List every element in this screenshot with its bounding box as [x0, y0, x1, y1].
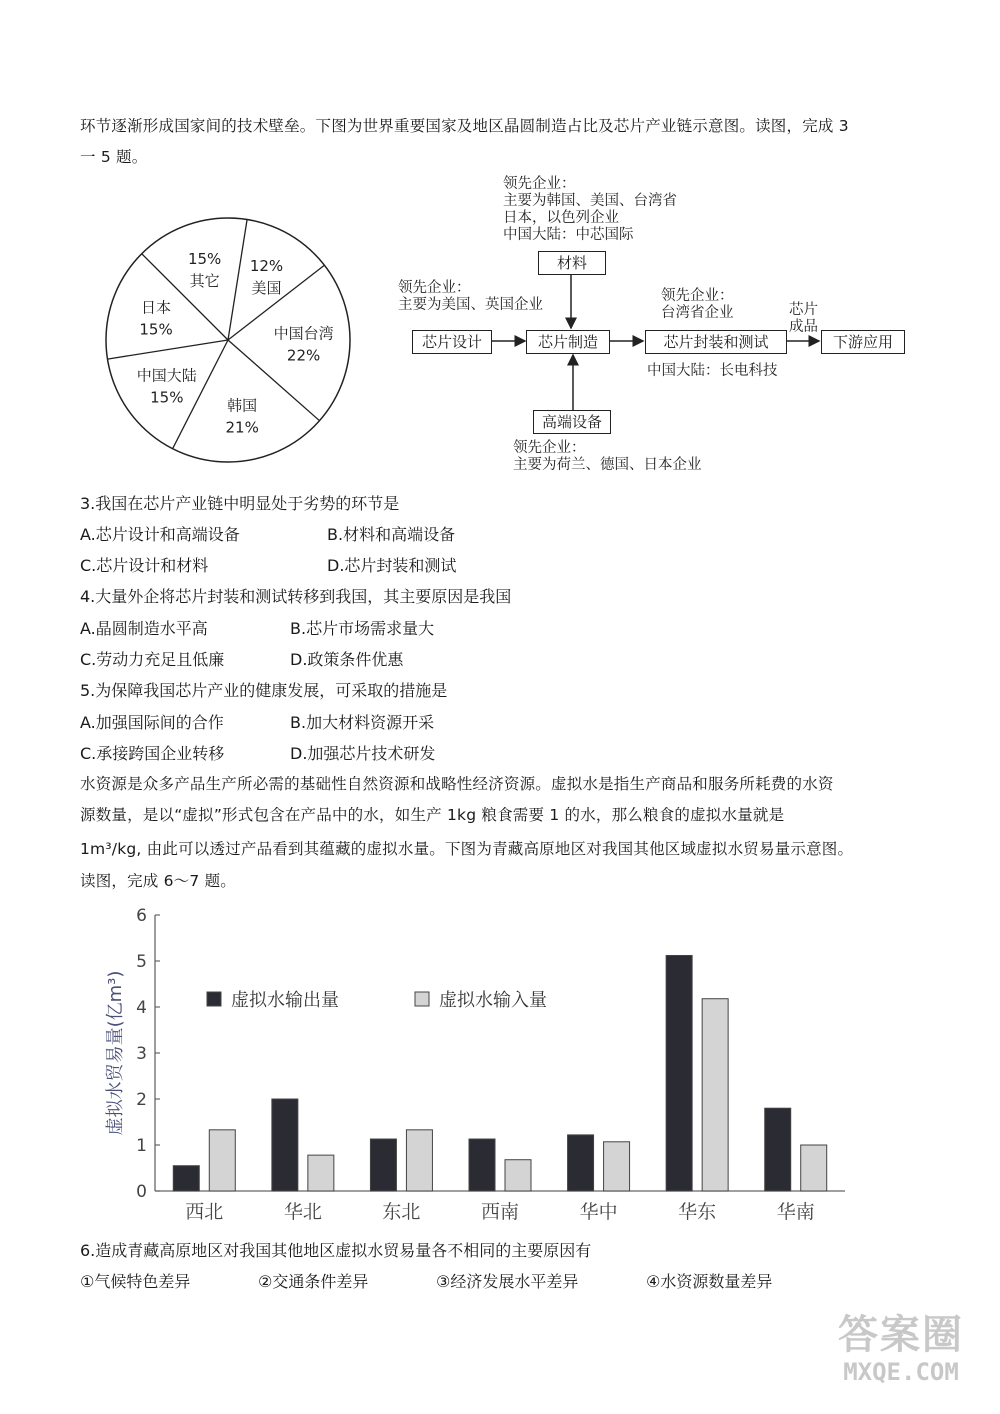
y-tick-label: 3 [136, 1044, 147, 1064]
q4-stem: 4.大量外企将芯片封装和测试转移到我国，其主要原因是我国 [80, 587, 512, 606]
bar-import [604, 1142, 630, 1191]
q3-option-a[interactable]: A.芯片设计和高端设备 [80, 525, 240, 544]
industry-chain-diagram [395, 168, 915, 488]
downstream-box: 下游应用 [821, 330, 905, 354]
product-label-line: 芯片 [789, 302, 818, 318]
x-tick-label: 华南 [776, 1201, 815, 1223]
product-label [789, 302, 818, 336]
manufacture-box: 芯片制造 [526, 330, 610, 354]
bar-export [173, 1166, 199, 1191]
packaging-note-line: 台湾省企业 [661, 305, 734, 321]
materials-note [503, 176, 677, 244]
q3-option-c[interactable]: C.芯片设计和材料 [80, 556, 209, 575]
pie-slice-percent: 22% [286, 346, 321, 365]
pie-slice-percent: 15% [150, 388, 184, 407]
bar-import [505, 1160, 531, 1191]
packaging-note-2: 中国大陆：长电科技 [647, 363, 778, 379]
watermark-logo [826, 1312, 976, 1392]
equipment-note-line: 领先企业： [513, 440, 586, 456]
bar-import [308, 1155, 334, 1191]
legend-label: 虚拟水输入量 [439, 990, 547, 1011]
q6-option-1[interactable]: ①气候特色差异 [80, 1272, 191, 1291]
equipment-box: 高端设备 [533, 410, 611, 434]
bar-export [666, 955, 692, 1191]
q5-stem: 5.为保障我国芯片产业的健康发展，可采取的措施是 [80, 681, 448, 700]
q5-option-d[interactable]: D.加强芯片技术研发 [290, 744, 436, 763]
pie-chart [98, 200, 358, 480]
q6-option-2[interactable]: ②交通条件差异 [258, 1272, 369, 1291]
q6-option-4[interactable]: ④水资源数量差异 [646, 1272, 773, 1291]
intro-line-2: 一 5 题。 [80, 148, 148, 166]
pie-slice-percent: 15% [187, 250, 222, 269]
bar-export [568, 1135, 594, 1191]
design-note-line: 主要为美国、英国企业 [398, 297, 543, 313]
pie-slice-name: 中国大陆 [136, 366, 197, 385]
legend-swatch [207, 992, 221, 1006]
materials-box: 材料 [538, 251, 606, 275]
pie-chart-svg [98, 200, 358, 480]
y-tick-label: 5 [136, 952, 147, 972]
packaging-box: 芯片封装和测试 [645, 330, 787, 354]
design-note [398, 280, 543, 314]
pie-slice-percent: 21% [225, 418, 259, 437]
q5-option-b[interactable]: B.加大材料资源开采 [290, 713, 435, 732]
bar-import [801, 1145, 827, 1191]
materials-note-line: 中国大陆：中芯国际 [503, 227, 634, 243]
materials-note-line: 日本，以色列企业 [503, 210, 619, 226]
x-tick-label: 华中 [579, 1201, 618, 1223]
q4-option-c[interactable]: C.劳动力充足且低廉 [80, 650, 225, 669]
packaging-note-line: 领先企业： [661, 288, 734, 304]
design-box: 芯片设计 [412, 330, 492, 354]
x-tick-label: 华东 [678, 1201, 717, 1223]
design-note-line: 领先企业： [398, 280, 471, 296]
y-tick-label: 2 [136, 1090, 147, 1110]
water-line-4: 读图，完成 6～7 题。 [80, 872, 236, 890]
q5-option-a[interactable]: A.加强国际间的合作 [80, 713, 224, 732]
y-tick-label: 0 [136, 1182, 147, 1202]
bar-export [272, 1099, 298, 1191]
bar-import [702, 999, 728, 1191]
packaging-note [661, 288, 734, 322]
x-tick-label: 西南 [480, 1201, 520, 1223]
bar-export [765, 1108, 791, 1191]
pie-slice-name: 中国台湾 [273, 324, 334, 343]
y-axis-label: 虚拟水贸易量(亿m³) [105, 970, 126, 1136]
virtual-water-chart [95, 900, 865, 1230]
q3-stem: 3.我国在芯片产业链中明显处于劣势的环节是 [80, 494, 400, 513]
materials-note-line: 主要为韩国、美国、台湾省 [503, 193, 677, 209]
virtual-water-chart-svg [95, 900, 865, 1230]
q6-stem: 6.造成青藏高原地区对我国其他地区虚拟水贸易量各不相同的主要原因有 [80, 1241, 592, 1260]
pie-slice-name: 美国 [251, 278, 282, 297]
legend-swatch [415, 992, 429, 1006]
q4-option-a[interactable]: A.晶圆制造水平高 [80, 619, 208, 638]
y-tick-label: 6 [136, 906, 147, 926]
bar-export [370, 1139, 396, 1191]
pie-slice-percent: 12% [249, 256, 284, 275]
q3-option-d[interactable]: D.芯片封装和测试 [327, 556, 457, 575]
materials-note-line: 领先企业： [503, 176, 576, 192]
q4-option-d[interactable]: D.政策条件优惠 [290, 650, 404, 669]
x-tick-label: 东北 [382, 1201, 421, 1223]
watermark-url: MXQE.COM [843, 1358, 959, 1386]
bar-import [209, 1130, 235, 1191]
y-tick-label: 1 [136, 1136, 147, 1156]
pie-slice-name: 韩国 [227, 396, 258, 415]
water-line-3: 1m³/kg, 由此可以透过产品看到其蕴藏的虚拟水量。下图为青藏高原地区对我国其他区域虚拟水贸易量示意图。 [80, 840, 854, 858]
x-tick-label: 西北 [185, 1201, 224, 1223]
legend-label: 虚拟水输出量 [231, 990, 339, 1011]
pie-slice-percent: 15% [139, 320, 173, 339]
bar-export [469, 1139, 495, 1191]
water-line-2: 源数量，是以“虚拟”形式包含在产品中的水，如生产 1kg 粮食需要 1 的水，那么粮食的虚拟水量就是 [80, 806, 785, 824]
intro-line-1: 环节逐渐形成国家间的技术壁垒。下图为世界重要国家及地区晶圆制造占比及芯片产业链示意图。读图，完成 3 [80, 117, 849, 135]
x-tick-label: 华北 [283, 1201, 322, 1223]
q4-option-b[interactable]: B.芯片市场需求量大 [290, 619, 435, 638]
q6-option-3[interactable]: ③经济发展水平差异 [436, 1272, 579, 1291]
product-label-line: 成品 [789, 319, 818, 335]
bar-import [406, 1130, 432, 1191]
q3-option-b[interactable]: B.材料和高端设备 [327, 525, 456, 544]
q5-option-c[interactable]: C.承接跨国企业转移 [80, 744, 225, 763]
watermark-text: 答案圈 [838, 1312, 964, 1358]
water-line-1: 水资源是众多产品生产所必需的基础性自然资源和战略性经济资源。虚拟水是指生产商品和服务所耗费的水资 [80, 775, 834, 793]
y-tick-label: 4 [136, 998, 147, 1018]
equipment-note-line: 主要为荷兰、德国、日本企业 [513, 457, 702, 473]
pie-slice-name: 其它 [189, 272, 220, 291]
pie-slice-name: 日本 [141, 298, 172, 317]
equipment-note [513, 440, 702, 474]
